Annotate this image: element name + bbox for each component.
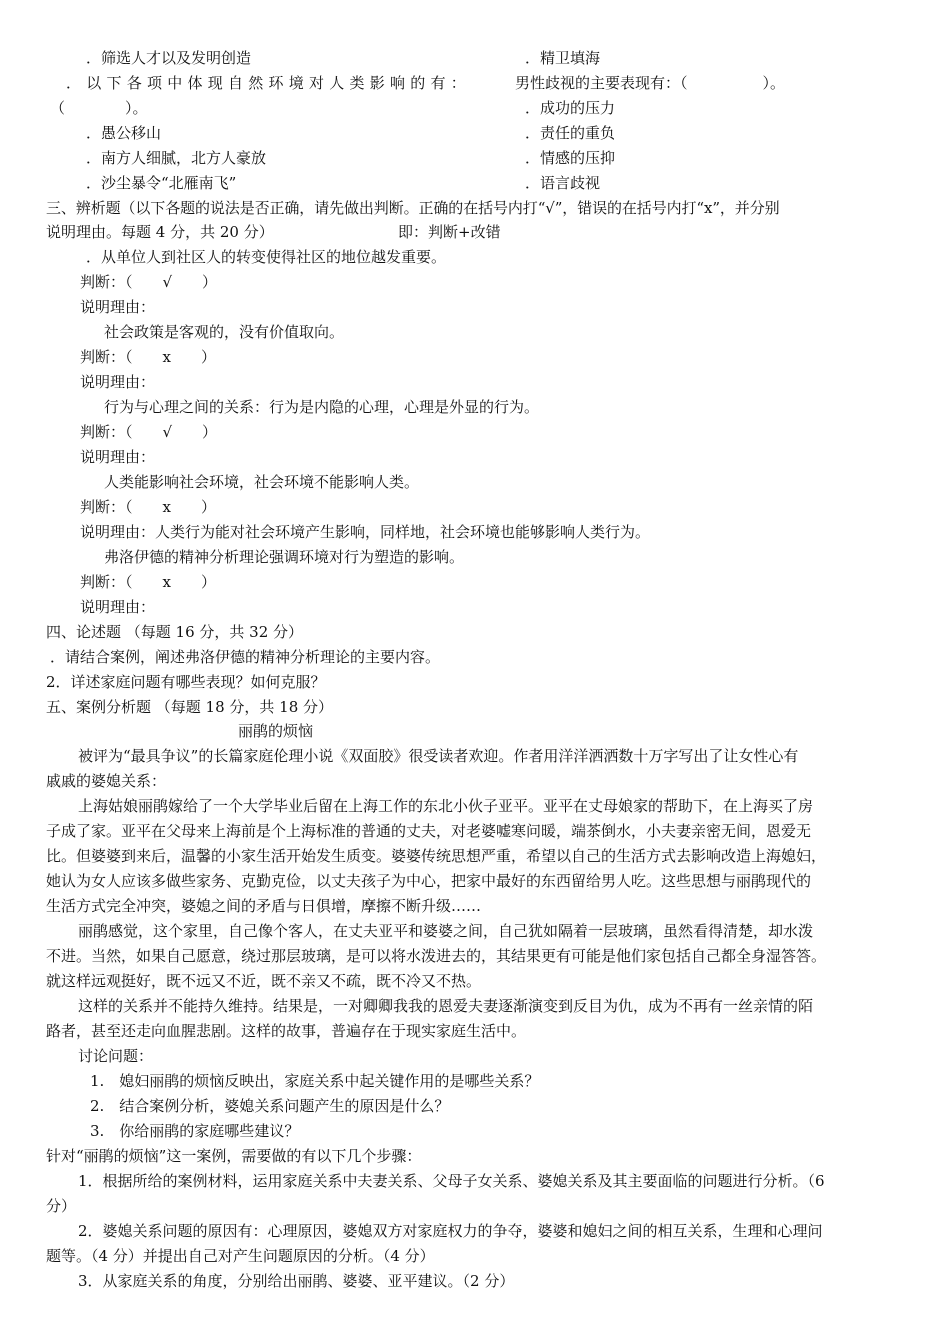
- s3-item1-statement: ．从单位人到社区人的转变使得社区的地位越发重要。: [86, 248, 447, 266]
- env-question-char: 影: [369, 74, 385, 92]
- case-para3-line1: 丽鹃感觉，这个家里，自己像个客人，在丈夫亚平和婆婆之间，自己犹如隔着一层玻璃，虽然看得清楚，却水泼: [78, 922, 814, 940]
- env-question-char: 响: [390, 74, 406, 92]
- mc-option-d-left: ．筛选人才以及发明创造: [86, 49, 252, 67]
- case-para4-line2: 路者，甚至还走向血腥悲剧。这样的故事，普遍存在于现实家庭生活中。: [46, 1022, 527, 1040]
- env-question-char: ．: [66, 74, 82, 92]
- env-question-char: ：: [450, 74, 466, 92]
- mc-option-d-right: ．精卫填海: [525, 49, 601, 67]
- env-question-char: 然: [248, 74, 264, 92]
- answer1-line2: 分）: [46, 1197, 77, 1215]
- s3-item3-judge: 判断：（ √ ）: [80, 423, 218, 441]
- s3-item5-reason: 说明理由：: [80, 598, 156, 616]
- case-para1-line2: 戚戚的婆媳关系：: [46, 772, 167, 790]
- section5-heading: 五、案例分析题 （每题 18 分，共 18 分）: [46, 698, 334, 716]
- env-question-char: 中: [167, 74, 183, 92]
- section3-note: 即：判断+改错: [398, 223, 501, 241]
- case-para2-line2: 子成了家。亚平在父母来上海前是个上海标准的普通的丈夫，对老婆嘘寒问暖，端茶倒水，小夫妻亲密无间，恩爱无: [46, 822, 812, 840]
- discussion-q2: 2. 结合案例分析，婆媳关系问题产生的原因是什么？: [90, 1097, 450, 1115]
- env-question-char: 环: [268, 74, 284, 92]
- section3-heading-line2: 说明理由。每题 4 分，共 20 分）: [46, 223, 274, 241]
- case-para2-line4: 她认为女人应该多做些家务、克勤克俭，以丈夫孩子为中心，把家中最好的东西留给男人吃。这些思想与丽鹃现代的: [46, 872, 812, 890]
- answer3: 3．从家庭关系的角度，分别给出丽鹃、婆婆、亚平建议。（2 分）: [78, 1272, 515, 1290]
- case-para1-line1: 被评为“最具争议”的长篇家庭伦理小说《双面胶》很受读者欢迎。作者用洋洋洒洒数十万字写出了让女性心有: [78, 747, 799, 765]
- section4-heading: 四、论述题 （每题 16 分，共 32 分）: [46, 623, 304, 641]
- answer1-line1: 1．根据所给的案例材料，运用家庭关系中夫妻关系、父母子女关系、婆媳关系及其主要面临的问题进行分析。（6: [78, 1172, 825, 1190]
- discussion-label: 讨论问题：: [78, 1047, 154, 1065]
- case-title: 丽鹃的烦恼: [238, 722, 314, 740]
- question-male-discrimination: 男性歧视的主要表现有：（ ）。: [515, 74, 786, 92]
- s3-item3-statement: 行为与心理之间的关系：行为是内隐的心理，心理是外显的行为。: [104, 398, 540, 416]
- s3-item5-statement: 弗洛伊德的精神分析理论强调环境对行为塑造的影响。: [104, 548, 465, 566]
- mc-option-a-left: ．愚公移山: [86, 124, 162, 142]
- env-question-char: 项: [147, 74, 163, 92]
- section4-q1: ．请结合案例，阐述弗洛伊德的精神分析理论的主要内容。: [50, 648, 441, 666]
- env-question-char: 自: [228, 74, 244, 92]
- mc-option-b-right: ．责任的重负: [525, 124, 616, 142]
- section3-heading: 三、辨析题（以下各题的说法是否正确，请先做出判断。正确的在括号内打“√”，错误的在括号内打“x”，并分别: [46, 199, 780, 217]
- s3-item2-statement: 社会政策是客观的，没有价值取向。: [104, 323, 345, 341]
- discussion-q3: 3. 你给丽鹃的家庭哪些建议？: [90, 1122, 300, 1140]
- env-question-char: 现: [207, 74, 223, 92]
- case-para2-line5: 生活方式完全冲突，婆媳之间的矛盾与日俱增，摩擦不断升级……: [46, 897, 482, 915]
- question-environment-paren: （ ）。: [50, 99, 148, 117]
- env-question-char: 有: [430, 74, 446, 92]
- env-question-char: 人: [329, 74, 345, 92]
- discussion-q1: 1. 媳妇丽鹃的烦恼反映出，家庭关系中起关键作用的是哪些关系？: [90, 1072, 540, 1090]
- answer2-line1: 2．婆媳关系问题的原因有：心理原因，婆媳双方对家庭权力的争夺，婆婆和媳妇之间的相互关系，生理和心理问: [78, 1222, 823, 1240]
- env-question-char: 类: [349, 74, 365, 92]
- section4-q2: 2．详述家庭问题有哪些表现？如何克服？: [46, 673, 326, 691]
- s3-item1-reason: 说明理由：: [80, 298, 156, 316]
- mc-option-a-right: ．成功的压力: [525, 99, 616, 117]
- answer2-line2: 题等。（4 分）并提出自己对产生问题原因的分析。（4 分）: [46, 1247, 435, 1265]
- mc-option-c-left: ．沙尘暴令“北雁南飞”: [86, 174, 237, 192]
- s3-item4-reason: 说明理由：人类行为能对社会环境产生影响，同样地，社会环境也能够影响人类行为。: [80, 523, 651, 541]
- case-para3-line2: 不进。当然，如果自己愿意，绕过那层玻璃，是可以将水泼进去的，其结果更有可能是他们家包括自己都全身湿答答。: [46, 947, 827, 965]
- mc-option-d2-right: ．语言歧视: [525, 174, 601, 192]
- case-para2-line3: 比。但婆婆到来后，温馨的小家生活开始发生质变。婆婆传统思想严重，希望以自己的生活方式去影响改造上海媳妇，: [46, 847, 827, 865]
- s3-item4-statement: 人类能影响社会环境，社会环境不能影响人类。: [104, 473, 420, 491]
- env-question-char: 体: [187, 74, 203, 92]
- case-para2-line1: 上海姑娘丽鹃嫁给了一个大学毕业后留在上海工作的东北小伙子亚平。亚平在丈母娘家的帮助下，在上海买了房: [78, 797, 814, 815]
- s3-item1-judge: 判断：（ √ ）: [80, 273, 218, 291]
- s3-item2-reason: 说明理由：: [80, 373, 156, 391]
- s3-item5-judge: 判断：（ x ）: [80, 573, 216, 591]
- mc-option-c-right: ．情感的压抑: [525, 149, 616, 167]
- env-question-char: 的: [410, 74, 426, 92]
- env-question-char: 各: [126, 74, 142, 92]
- case-para4-line1: 这样的关系并不能持久维持。结果是，一对卿卿我我的恩爱夫妻逐渐演变到反目为仇，成为不再有一丝亲情的陌: [78, 997, 814, 1015]
- question-environment-influence: [66, 72, 466, 94]
- env-question-char: 对: [309, 74, 325, 92]
- s3-item3-reason: 说明理由：: [80, 448, 156, 466]
- s3-item4-judge: 判断：（ x ）: [80, 498, 216, 516]
- s3-item2-judge: 判断：（ x ）: [80, 348, 216, 366]
- case-para3-line3: 就这样远观挺好，既不远又不近，既不亲又不疏，既不冷又不热。: [46, 972, 482, 990]
- mc-option-b-left: ．南方人细腻，北方人豪放: [86, 149, 267, 167]
- answer-intro: 针对“丽鹃的烦恼”这一案例，需要做的有以下几个步骤：: [46, 1147, 422, 1165]
- env-question-char: 下: [106, 74, 122, 92]
- env-question-char: 境: [288, 74, 304, 92]
- env-question-char: 以: [86, 74, 102, 92]
